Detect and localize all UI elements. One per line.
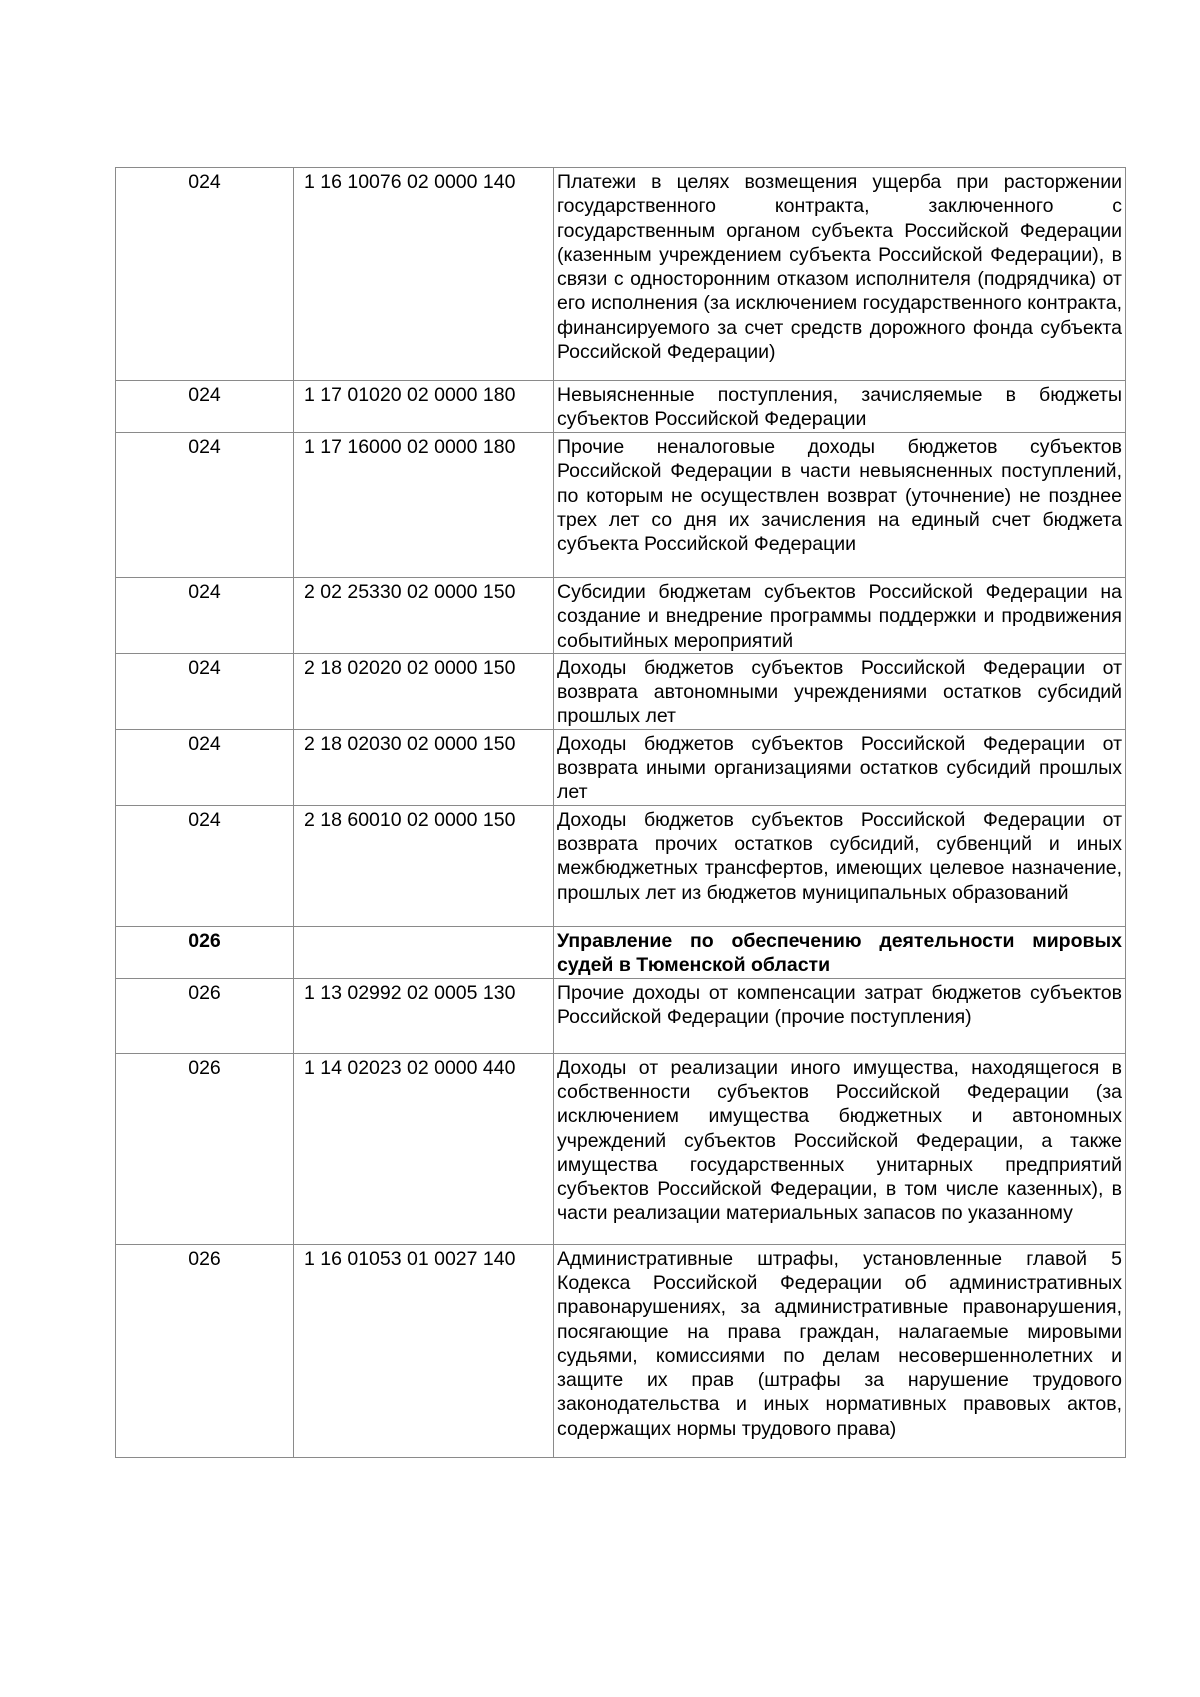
admin-code-cell: 024 [116, 381, 294, 433]
budget-code-cell: 1 17 01020 02 0000 180 [294, 381, 554, 433]
table-row [116, 578, 1126, 654]
revenue-name-cell: Невыясненные поступления, зачисляемые в бюджеты субъектов Российской Федерации [554, 381, 1126, 433]
admin-code-cell: 024 [116, 653, 294, 729]
budget-code-cell [294, 926, 554, 978]
table-row [116, 1244, 1126, 1457]
revenue-name-cell: Доходы бюджетов субъектов Российской Федерации от возврата иными организациями остатков субсидий прошлых лет [554, 729, 1126, 805]
budget-code-cell: 2 02 25330 02 0000 150 [294, 578, 554, 654]
admin-code-cell: 024 [116, 805, 294, 926]
revenue-name-cell: Субсидии бюджетам субъектов Российской Федерации на создание и внедрение программы поддержки и продвижения событийных мероприятий [554, 578, 1126, 654]
revenue-name-cell: Доходы бюджетов субъектов Российской Федерации от возврата прочих остатков субсидий, субвенций и иных межбюджетных трансфертов, имеющих целевое назначение, прошлых лет из бюджетов муниципальных образований [554, 805, 1126, 926]
admin-code-cell: 024 [116, 578, 294, 654]
revenue-name-cell: Административные штрафы, установленные главой 5 Кодекса Российской Федерации об административных правонарушениях, за административные правонарушения, посягающие на права граждан, налагаемые мировыми судьями, комиссиями по делам несовершеннолетних и защите их прав (штрафы за нарушение трудового законодательства и иных нормативных правовых актов, содержащих нормы трудового права) [554, 1244, 1126, 1457]
table-row [116, 729, 1126, 805]
table-row [116, 168, 1126, 381]
revenue-name-cell: Доходы бюджетов субъектов Российской Федерации от возврата автономными учреждениями остатков субсидий прошлых лет [554, 653, 1126, 729]
budget-code-cell: 2 18 02030 02 0000 150 [294, 729, 554, 805]
table-row [116, 805, 1126, 926]
admin-code-cell: 024 [116, 168, 294, 381]
table-body [116, 168, 1126, 1458]
admin-code-cell: 024 [116, 433, 294, 578]
table-row [116, 1053, 1126, 1244]
budget-code-cell: 1 16 01053 01 0027 140 [294, 1244, 554, 1457]
budget-code-cell: 1 14 02023 02 0000 440 [294, 1053, 554, 1244]
table-row [116, 926, 1126, 978]
table-row [116, 978, 1126, 1053]
revenue-codes-table [115, 167, 1126, 1458]
budget-code-cell: 2 18 02020 02 0000 150 [294, 653, 554, 729]
revenue-name-cell: Прочие доходы от компенсации затрат бюджетов субъектов Российской Федерации (прочие поступления) [554, 978, 1126, 1053]
revenue-name-cell: Доходы от реализации иного имущества, находящегося в собственности субъектов Российской Федерации (за исключением имущества бюджетных и автономных учреждений субъектов Российской Федерации, а также имущества государственных унитарных предприятий субъектов Российской Федерации, в том числе казенных), в части реализации материальных запасов по указанному [554, 1053, 1126, 1244]
budget-code-cell: 1 13 02992 02 0005 130 [294, 978, 554, 1053]
admin-code-cell: 026 [116, 1053, 294, 1244]
admin-code-cell: 026 [116, 926, 294, 978]
budget-code-cell: 1 17 16000 02 0000 180 [294, 433, 554, 578]
table-row [116, 433, 1126, 578]
revenue-name-cell: Платежи в целях возмещения ущерба при расторжении государственного контракта, заключенного с государственным органом субъекта Российской Федерации (казенным учреждением субъекта Российской Федерации), в связи с односторонним отказом исполнителя (подрядчика) от его исполнения (за исключением государственного контракта, финансируемого за счет средств дорожного фонда субъекта Российской Федерации) [554, 168, 1126, 381]
table-row [116, 381, 1126, 433]
revenue-name-cell: Прочие неналоговые доходы бюджетов субъектов Российской Федерации в части невыясненных поступлений, по которым не осуществлен возврат (уточнение) не позднее трех лет со дня их зачисления на единый счет бюджета субъекта Российской Федерации [554, 433, 1126, 578]
budget-code-cell: 1 16 10076 02 0000 140 [294, 168, 554, 381]
section-title-cell: Управление по обеспечению деятельности мировых судей в Тюменской области [554, 926, 1126, 978]
admin-code-cell: 024 [116, 729, 294, 805]
budget-code-cell: 2 18 60010 02 0000 150 [294, 805, 554, 926]
table-row [116, 653, 1126, 729]
admin-code-cell: 026 [116, 1244, 294, 1457]
admin-code-cell: 026 [116, 978, 294, 1053]
